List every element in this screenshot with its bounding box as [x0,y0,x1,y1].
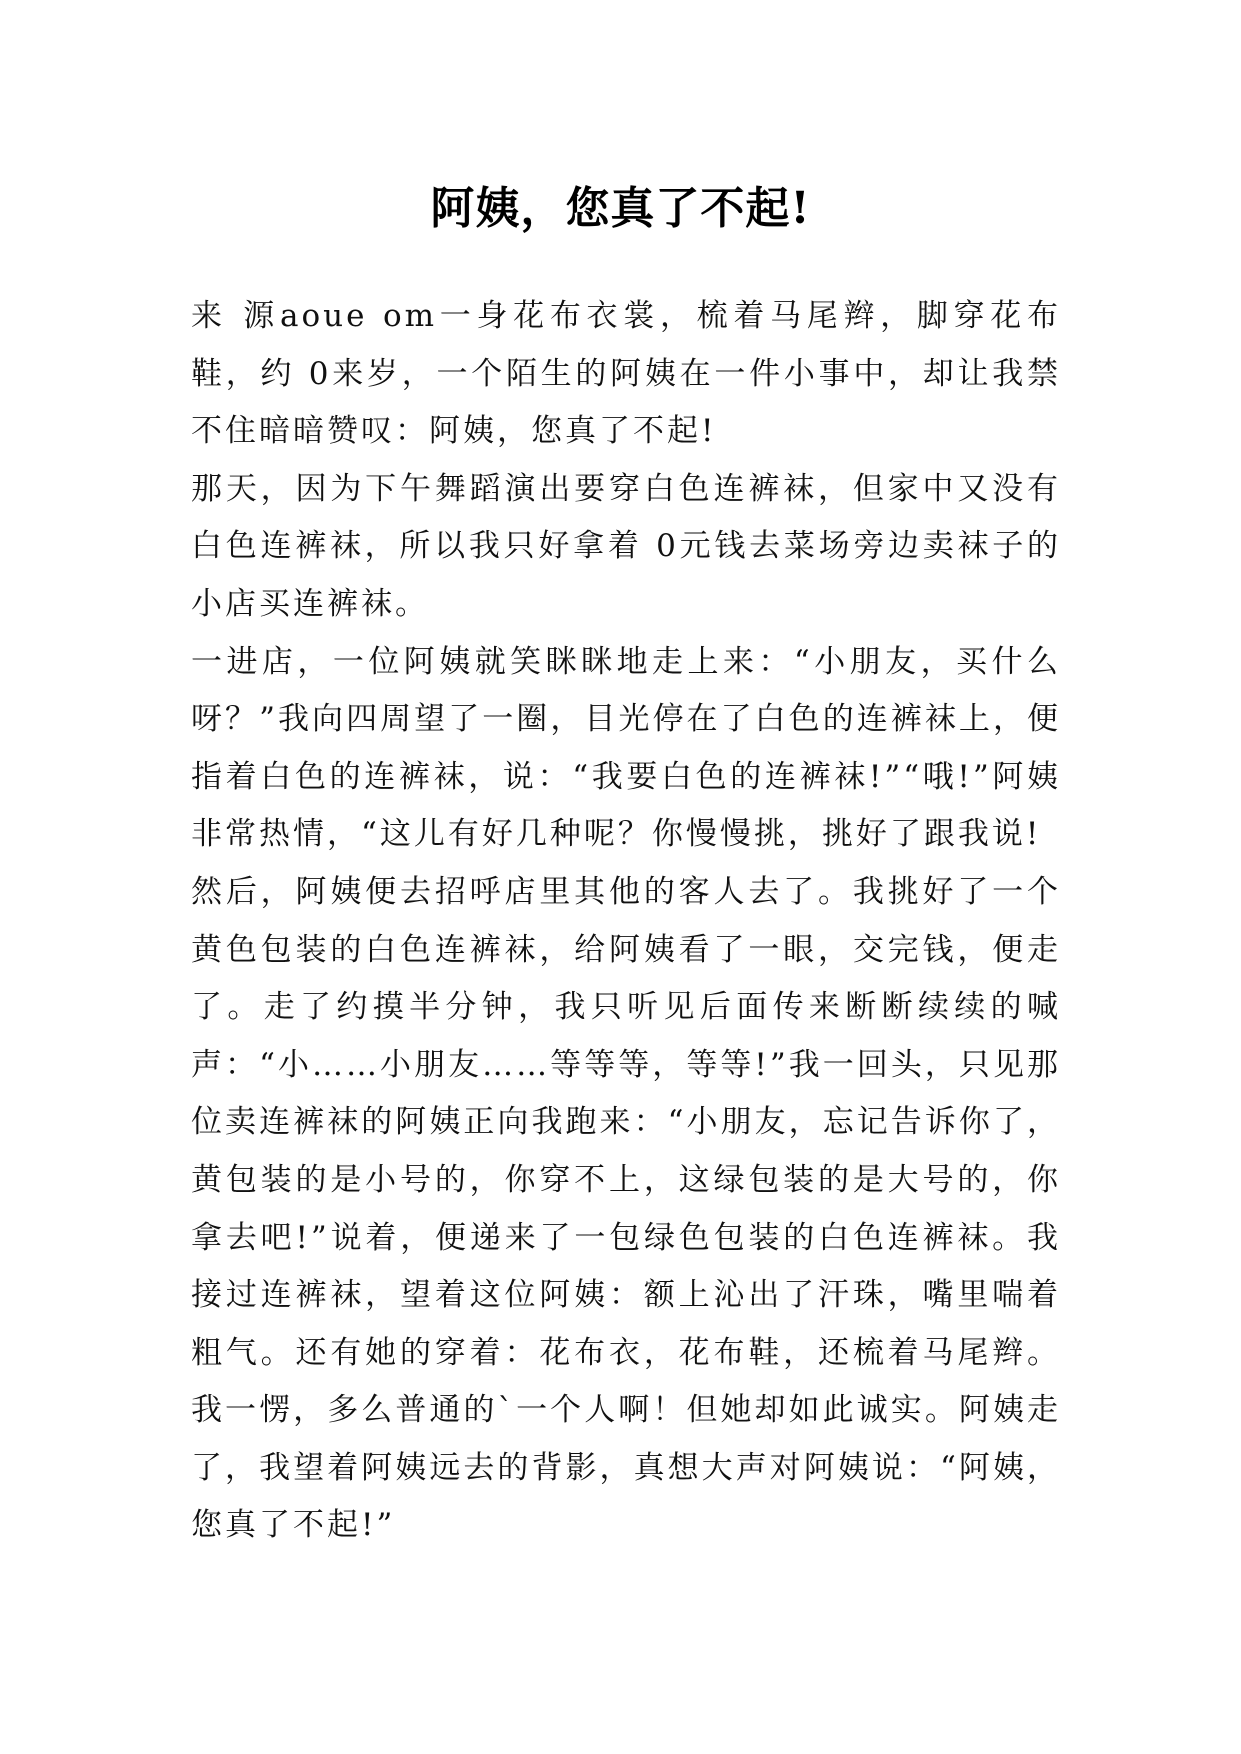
document-body [191,288,1061,1555]
paragraph-intro: 来 源aoue om一身花布衣裳，梳着马尾辫，脚穿花布鞋，约 0来岁，一个陌生的阿姨在一件小事中，却让我禁不住暗暗赞叹：阿姨，您真了不起! [191,298,1061,450]
paragraph-conclusion: 然后，阿姨便去招呼店里其他的客人去了。我挑好了一个黄色包装的白色连裤袜，给阿姨看了一眼，交完钱，便走了。走了约摸半分钟，我只听见后面传来断断续续的喊声：“小……小朋友……等等等，等等!”我一回头，只见那位卖连裤袜的阿姨正向我跑来：“小朋友，忘记告诉你了，黄包装的是小号的，你穿不上，这绿包装的是大号的，你拿去吧!”说着，便递来了一包绿色包装的白色连裤袜。我接过连裤袜，望着这位阿姨：额上沁出了汗珠，嘴里喘着粗气。还有她的穿着：花布衣，花布鞋，还梳着马尾辫。我一愣，多么普通的`一个人啊！但她却如此诚实。阿姨走了，我望着阿姨远去的背影，真想大声对阿姨说：“阿姨，您真了不起!” [191,873,1061,1544]
paragraph-entering-shop: 一进店，一位阿姨就笑眯眯地走上来：“小朋友，买什么呀？”我向四周望了一圈，目光停在了白色的连裤袜上，便指着白色的连裤袜，说：“我要白色的连裤袜!”“哦!”阿姨非常热情，“这儿有好几种呢？你慢慢挑，挑好了跟我说! [191,643,1061,853]
paragraph-that-day: 那天，因为下午舞蹈演出要穿白色连裤袜，但家中又没有白色连裤袜，所以我只好拿着 0元钱去菜场旁边卖袜子的小店买连裤袜。 [191,470,1061,622]
document-title: 阿姨，您真了不起! [430,183,811,235]
